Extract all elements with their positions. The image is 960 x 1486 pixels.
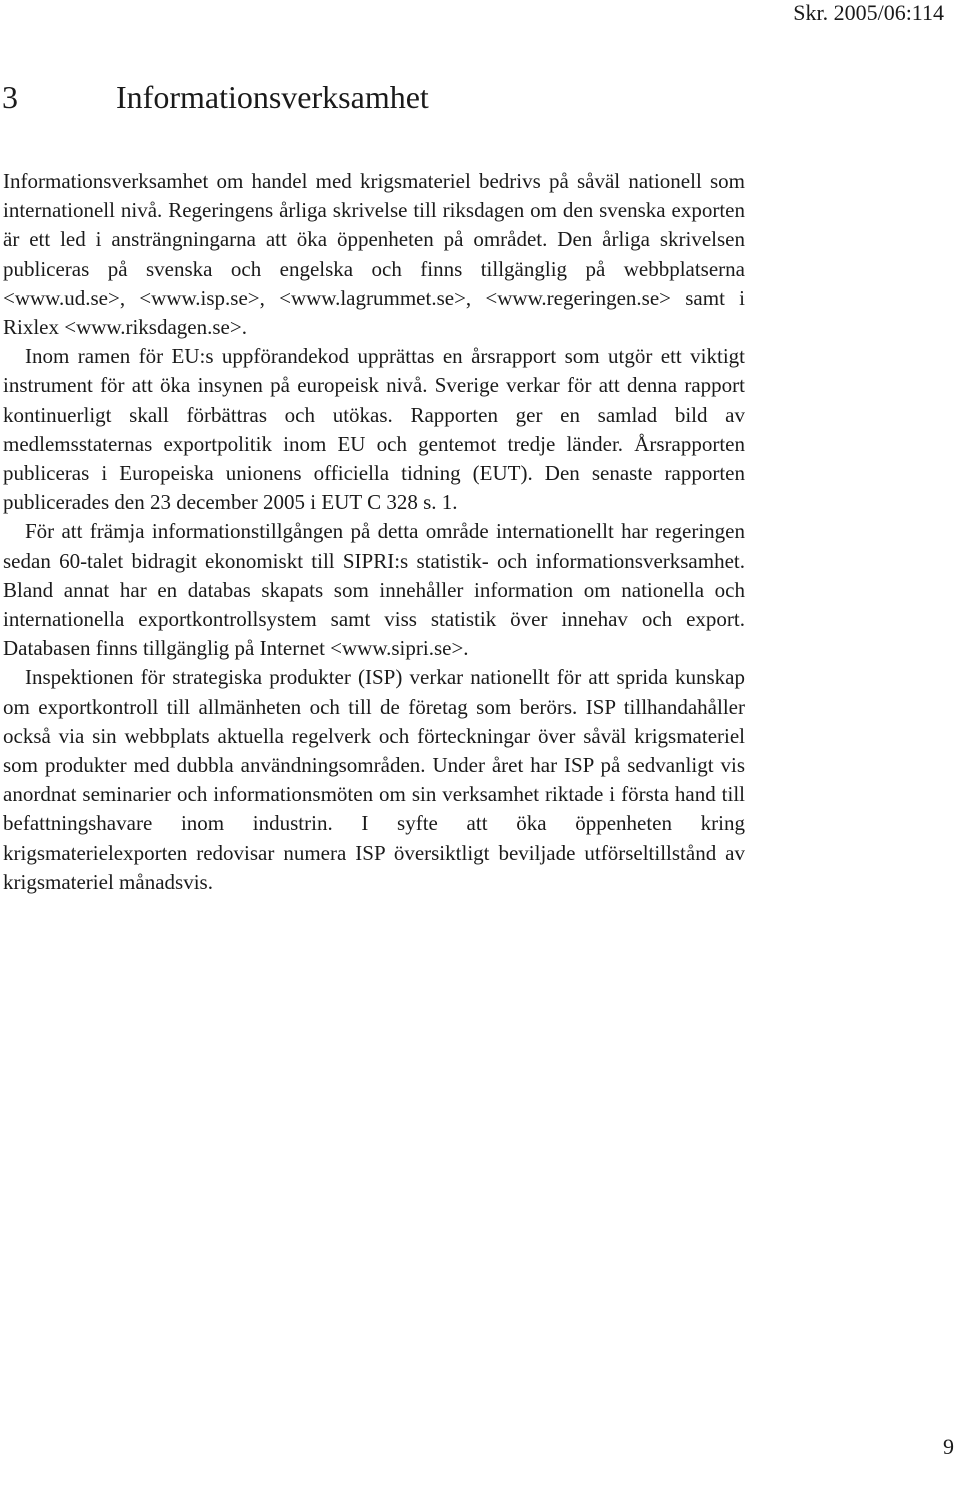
paragraph: För att främja informationstillgången på detta område internationellt har regeringen sedan 60-talet bidragit ekonomiskt till SIPRI:s statistik- och informationsverksamhet. Bland annat har en databas skapats som innehåller information om nationella och internationella exportkontrollsystem samt viss statistik över innehav och export. Databasen finns tillgänglig på Internet <www.sipri.se>. — [3, 519, 745, 661]
paragraph: Informationsverksamhet om handel med krigsmateriel bedrivs på såväl nationell som internationell nivå. Regeringens årliga skrivelse till riksdagen om den svenska exporten är ett led i ansträngningarna att öka öppenheten på området. Den årliga skrivelsen publiceras på svenska och engelska och finns tillgänglig på webbplatserna <www.ud.se>, <www.isp.se>, <www.lagrummet.se>, <www.regeringen.se> samt i Rixlex <www.riksdagen.se>. — [3, 169, 745, 340]
section-heading — [2, 78, 762, 116]
body-text — [3, 167, 745, 897]
paragraph: Inspektionen för strategiska produkter (ISP) verkar nationellt för att sprida kunskap om exportkontroll till allmänheten och till de företag som berörs. ISP tillhandahåller också via sin webbplats aktuella regelverk och förteckningar över såväl krigsmateriel som produkter med dubbla användningsområden. Under året har ISP på sedvanligt vis anordnat seminarier och informationsmöten om sin verksamhet riktade i första hand till befattningshavare inom industrin. I syfte att öka öppenheten kring krigsmaterielexporten redovisar numera ISP översiktligt beviljade utförseltillstånd av krigsmateriel månadsvis. — [3, 665, 745, 894]
page-number: 9 — [943, 1434, 954, 1459]
document-reference: Skr. 2005/06:114 — [793, 0, 944, 25]
paragraph: Inom ramen för EU:s uppförandekod upprättas en årsrapport som utgör ett viktigt instrument för att öka insynen på europeisk nivå. Sverige verkar för att denna rapport kontinuerligt skall förbättras och utökas. Rapporten ger en samlad bild av medlemsstaternas exportpolitik inom EU och gentemot tredje länder. Årsrapporten publiceras i Europeiska unionens officiella tidning (EUT). Den senaste rapporten publicerades den 23 december 2005 i EUT C 328 s. 1. — [3, 344, 745, 515]
section-number: 3 — [2, 79, 18, 115]
section-title: Informationsverksamhet — [116, 79, 429, 115]
